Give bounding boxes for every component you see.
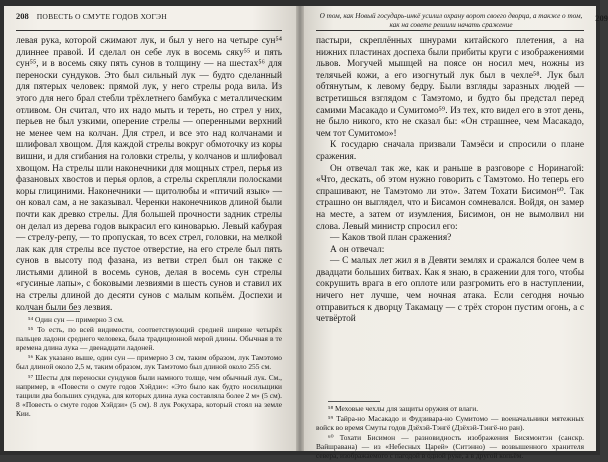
gutter xyxy=(296,6,304,451)
footnote-rule xyxy=(328,401,380,402)
paragraph: — С малых лет жил я в Девяти землях и сражался более чем в двадцати больших битвах. Как я знаю, в сражении для того, чтобы сокрушить врага в его оплоте или разгромить его в наступлении, ничего нет лучше, чем ночная атака. Если сегодня ночью отправиться к дворцу Такамацу — с трёх сторон пустим огонь, а с четвёртой xyxy=(316,256,584,325)
footnote: ⁵⁵ То есть, по всей видимости, соответствующий средней ширине четырёх пальцев ладони среднего человека, была традиционной мерой длины. Обычная в те времена длина лука — двенадцати ладоней. xyxy=(16,325,282,353)
footnote: ⁵⁸ Меховые чехлы для защиты оружия от влаги. xyxy=(328,404,479,413)
paragraph: А он отвечал: xyxy=(330,244,385,255)
left-body-text xyxy=(16,36,282,314)
left-running-head xyxy=(16,12,282,21)
footnote: ⁵⁶ Как указано выше, один сун — примерно 3 см, таким образом, лук Тамэтомо был длиной около 2,5 м, таким образом, лук Тамэтомо был длиной около 255 см. xyxy=(16,353,282,372)
footnote: ⁶⁰ Тохати Бисимон — разновидность изображения Бисямонтэн (санскр. Вайшравана) — из «Небесных Царей» (Ситэнно) — возвышенного хранителя севера, изображаемого с пагодой в одной руке, а в другой копьём. xyxy=(316,433,584,461)
page-number: 208 xyxy=(16,11,29,21)
paragraph: левая рука, которой сжимают лук, и был у него на четыре сун⁵⁴ длиннее правой. И сделал он себе лук в восемь сяку⁵⁵ и пять сун⁵⁵, и в восемь сяку пять сунов в толщину — на шестах⁵⁶ для переноски сундуков. Это был сильный лук — будто сделанный для пятерых человек: прямой лук, у него стрелы рода вила. Из этого для него брал стебли трёхлетнего бамбука с металлическим отливом. Он считал, что их надо мыть и тереть, но стрел у них, перьев не был узкими, оперение стрелы — оперенными верхний не менее чем на колчан. Для стрел, и все это над колчанами и шлифовал хвощом. Для каждой стрелы вокруг обмоточку из коры вишни, и для сгибания на головки стрелы, у колчанов и шлифовал хвощом. На стрелы шли наконечники для мощных стрел, перья из фазановых хвостов и перья орлов, а стрелы скрепляли полосками коры глициними. Наконечники — щитолюбы и «птичий язык» — он ковал сам, а не заказывал. Черенки наконечников длиной были почти как древко стрелы. Для большей прочности задник стрелы он делал из дерева годов выкрасил его киноварью. Левый кабурая — стрелу-репу, — то пропуская, то всех стрел, головки, на мелкой лак как для стрелы все пустое отверстие, на его стреле был пять сунов в высоту под фазана, из ветви стрел был он также с листьями длиной в восемь сунов, делая в восемь сун стрелы «гусиные лапы», с боковыми лезвиями в шесть сунов и ставил их на стрелы длиной до десяти сунов с малым копьём. Доспехи и колчан были без лезвия. xyxy=(16,36,282,313)
footnote: ⁵⁹ Тайра-но Масакадо и Фудзивара-но Сумитомо — военачальники мятежных войск во время Смуты годов Дзёхэй-Тэнгё (Дзёхэй-Тэнгё-но ран). xyxy=(316,414,584,433)
footnote: ⁵⁴ Один сун — примерно 3 см. xyxy=(28,315,124,324)
running-head-title: ПОВЕСТЬ О СМУТЕ ГОДОВ ХОГЭН xyxy=(36,12,167,21)
running-head-title: О том, как Новый государь-инкё усилил охрану ворот своего дворца, а также о том, как на совете решили начать сражение xyxy=(319,12,583,29)
footnote-rule xyxy=(28,311,80,312)
footnote: ⁵⁷ Шесты для переноски сундуков были намного толще, чем обычный лук. См., например, в «Повести о смуте годов Хэйдзи»: «Это было как будто носильщики тащили два больших сундука, для которых длина лука составляла более 2 м» (5 см). 8 «Повесть о смуте годов Хэйдзи» (5 см). 8 лук Рокухара, который стоял на земле Кии. xyxy=(16,372,282,418)
header-rule xyxy=(316,30,584,31)
paragraph: — Каков твой план сражения? xyxy=(330,233,452,244)
left-page xyxy=(4,6,296,451)
right-page xyxy=(304,6,608,461)
page-number: 209 xyxy=(595,13,608,23)
paragraph: Он отвечал так же, как и раньше в разговоре с Норинагой: «Что, дескать, об этом нужно говорить с Тамэтомо. Но теперь его спрашивают, не Тамэтомо ли это». Затем Тохати Бисимон⁶⁰. Так страшно он выглядел, что и Бисамон сомневался. Войдя, он замер на месте, а затем от изумления, Бисимон, он не вымолвил ни слова. Левый министр спросил его: xyxy=(316,163,584,232)
right-running-head xyxy=(316,12,608,29)
header-rule xyxy=(16,30,282,31)
paragraph: К государю сначала призвали Тамэёси и спросили о плане сражения. xyxy=(316,140,584,162)
right-footnotes xyxy=(316,404,584,462)
left-footnotes xyxy=(16,315,282,419)
paragraph: пастыри, скреплённых шнурами китайского плетения, а на нижних пластинах доспеха были прибиты круги с изображениями львов. Могучей мышцей на поясе он носил меч, ножны из телячьей кожи, а его изогнутый лук был в чехле⁵⁸. Лук был обтянутым, к левому бедру. Были взгляды заразных людей — встретишься взглядом с Тамэтомо, и будто бы предстал перед самими Масакадо и Сумитомо⁵⁹. Из тех, кто видел его в этот день, не было никого, кто не сказал бы: «Он страшнее, чем Масакадо, чем тот Сумитомо»! xyxy=(316,36,584,139)
right-body-text xyxy=(316,36,584,326)
